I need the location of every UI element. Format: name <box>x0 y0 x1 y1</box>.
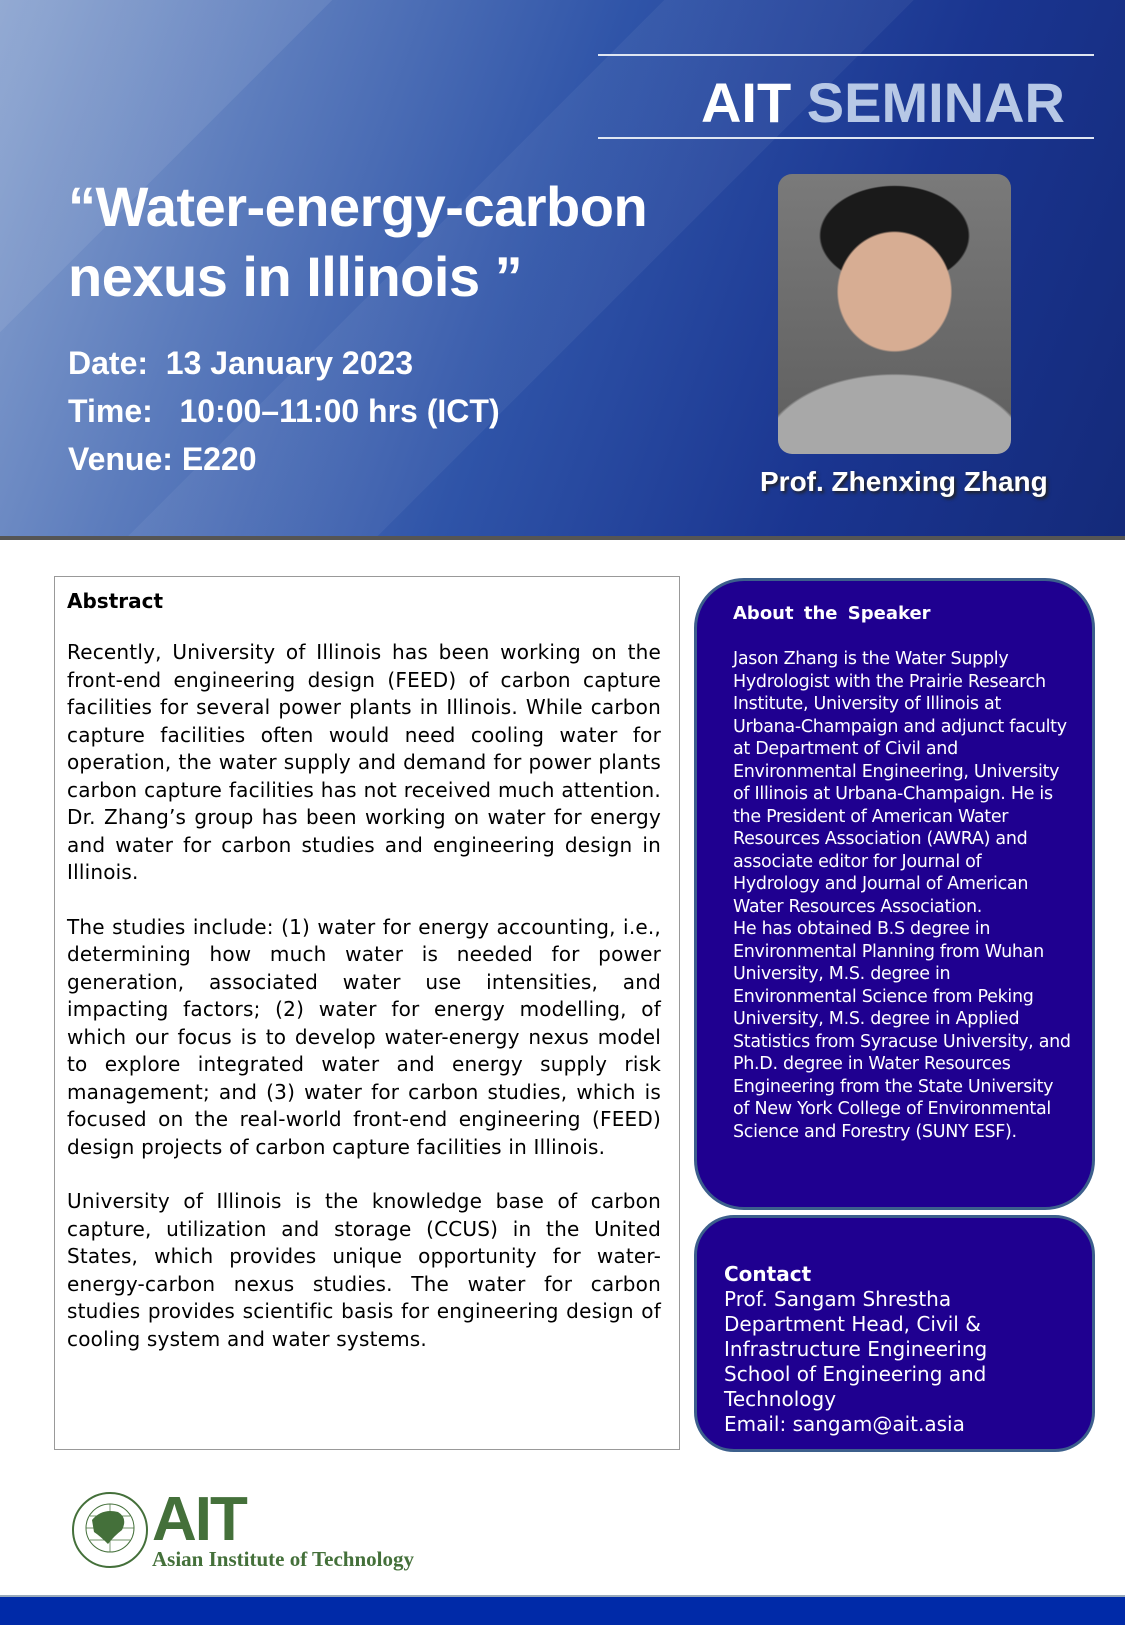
abstract-box <box>54 576 680 1450</box>
contact-role: Infrastructure Engineering <box>724 1337 988 1361</box>
speaker-bio: Jason Zhang is the Water Supply Hydrologist with the Prairie Research Institute, University of Illinois at Urbana-Champaign and adjunct faculty at Department of Civil and Environmental Engineering, University of Illinois at Urbana-Champaign. He is the President of American Water Resources Association (AWRA) and associate editor for Journal of Hydrology and Journal of American Water Resources Association. <box>733 649 1067 917</box>
footer-bar <box>0 1595 1125 1625</box>
contact-email[interactable]: Email: sangam@ait.asia <box>724 1412 965 1436</box>
venue-line <box>68 441 257 478</box>
about-speaker-heading: About the Speaker <box>733 603 931 624</box>
speaker-photo <box>778 174 1011 454</box>
contact-school: School of Engineering and <box>724 1362 987 1386</box>
seminar-word: SEMINAR <box>806 71 1065 134</box>
seminar-label <box>701 70 1065 135</box>
title-line: “Water-energy-carbon <box>68 175 648 238</box>
contact-school: Technology <box>724 1387 837 1411</box>
venue-label: Venue: <box>68 441 173 477</box>
title-line: nexus in Illinois ” <box>68 245 523 308</box>
venue-value: E220 <box>181 441 257 477</box>
contact-heading: Contact <box>724 1262 812 1286</box>
about-speaker-card <box>694 578 1095 1210</box>
contact-name: Prof. Sangam Shrestha <box>724 1287 952 1311</box>
time-value: 10:00–11:00 hrs (ICT) <box>179 393 500 429</box>
contact-card <box>694 1215 1095 1452</box>
divider <box>598 137 1094 139</box>
speaker-name: Prof. Zhenxing Zhang <box>760 466 1048 497</box>
speaker-education: He has obtained B.S degree in Environmental Planning from Wuhan University, M.S. degree in Environmental Science from Peking University, M.S. degree in Applied Statistics from Syracuse University, and Ph.D. degree in Water Resources Engineering from the State University of New York College of Environmental Science and Forestry (SUNY ESF). <box>733 919 1071 1142</box>
abstract-paragraph: Recently, University of Illinois has been working on the front-end engineering design (FEED) of carbon capture facilities for several power plants in Illinois. While carbon capture facilities often would need cooling water for operation, the water supply and demand for power plants carbon capture facilities has not received much attention. Dr. Zhang’s group has been working on water for energy and water for carbon studies and engineering design in Illinois. <box>67 640 661 884</box>
abstract-paragraph: University of Illinois is the knowledge base of carbon capture, utilization and storage (CCUS) in the United States, which provides unique opportunity for water-energy-carbon nexus studies. The water for carbon studies provides scientific basis for engineering design of cooling system and water systems. <box>67 1189 661 1351</box>
date-label: Date: <box>68 345 149 381</box>
seminar-title <box>68 172 647 312</box>
date-value: 13 January 2023 <box>165 345 414 381</box>
ait-logo <box>72 1492 452 1572</box>
contact-role: Department Head, Civil & <box>724 1312 981 1336</box>
seminar-header <box>0 0 1125 540</box>
ait-seal-icon <box>73 1493 147 1567</box>
svg-text:AIT: AIT <box>152 1492 246 1554</box>
divider <box>598 54 1094 56</box>
time-line <box>68 393 500 430</box>
date-line <box>68 345 413 382</box>
abstract-heading: Abstract <box>67 589 164 613</box>
abstract-paragraph: The studies include: (1) water for energy accounting, i.e., determining how much water is needed for power generation, associated water use intensities, and impacting factors; (2) water for energy modelling, of which our focus is to develop water-energy nexus model to explore integrated water and energy supply risk management; and (3) water for carbon studies, which is focused on the real-world front-end engineering (FEED) design projects of carbon capture facilities in Illinois. <box>67 914 661 1159</box>
svg-text:Asian Institute of Technology: Asian Institute of Technology <box>152 1547 414 1571</box>
time-label: Time: <box>68 393 153 429</box>
seminar-brand: AIT <box>700 71 792 134</box>
